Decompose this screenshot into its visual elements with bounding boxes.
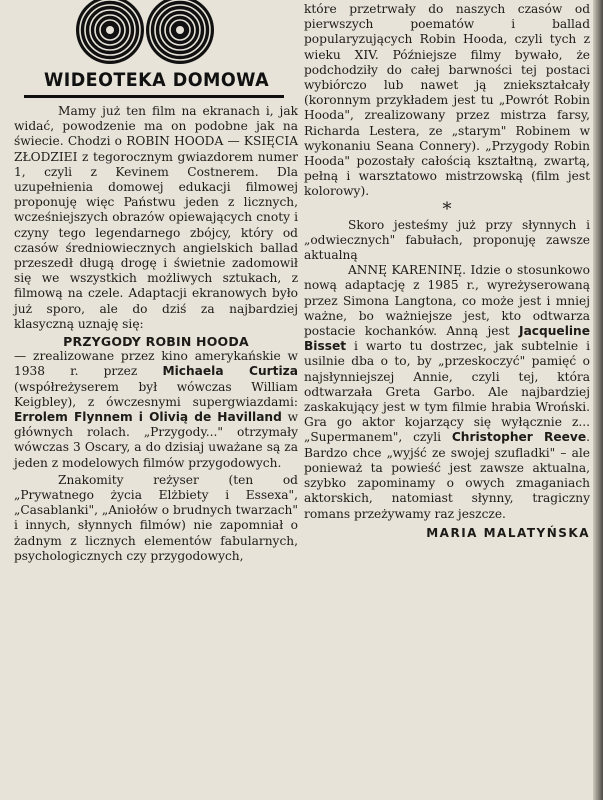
film-reel-icon <box>14 0 214 72</box>
right-p3-text-c: . Bardzo chce „wyjść ze swojej szufladki" – ale ponieważ ta powieść jest zawsze aktualna, szybko zapominamy o owych zmaganiach aktorskich, natomiast słynny, tragiczny romans przeżywamy raz jeszcze. <box>304 430 590 521</box>
section-logo <box>14 0 298 100</box>
director-name: Michaela Curtiza <box>162 364 299 379</box>
right-paragraph-1: które przetrwały do naszych czasów od pierwszych poematów i ballad popularyzujących Robin Hooda, czyli tych z wieku XIV. Późniejsze filmy bywało, że podchodziły do całej barwności tej postaci wybiórczo lub nawet ją zniekształcały (koronnym przykładem jest tu „Powrót Robin Hooda", zrealizowany przez mistrza farsy, Richarda Lestera, ze „starym" Robinem w wykonaniu Seana Connery). „Przygody Robin Hooda" pozostały całością kształtną, zwartą, pełną i warsztatowo mistrzowską (film jest kolorowy). <box>304 2 590 199</box>
right-p3-text-b: i warto tu dostrzec, jak subtelnie i usilnie dba o to, by „przeskoczyć" pamięć o najsłynniejszej Annie, czyli tej, która odtwarzała Greta Garbo. Ale najbardziej zaskakujący jest w tym filmie hrabia Wroński. Gra go aktor kojarzący się wyłącznie z... „Supermanem", czyli <box>304 339 590 445</box>
film-title-anna-karenina: ANNĘ KARENINĘ <box>348 263 463 278</box>
left-paragraph-2 <box>14 334 298 471</box>
actress-name: Jacqueline Bisset <box>304 324 590 354</box>
page-edge-shadow <box>593 0 603 800</box>
left-p2-text-b: (współreżyserem był wówczas William Keigbley), z ówczesnymi supergwiazdami: <box>14 379 298 409</box>
actor-name: Christopher Reeve <box>451 430 587 445</box>
film-title-robin-hood: PRZYGODY ROBIN HOODA <box>63 334 249 350</box>
right-paragraph-3 <box>304 263 590 521</box>
right-paragraph-2: Skoro jesteśmy już przy słynnych i „odwiecznych" fabułach, proponuję zawsze aktualną <box>304 217 590 263</box>
right-p3-text-a: . Idzie o stosunkowo nową adaptację z 1985 r., wyreżyserowaną przez Simona Langtona, co może jest i mniej ważne, bo ważniejsze jest, kto odtwarza postacie kochanków. Anną jest <box>304 263 590 339</box>
title-rule <box>24 95 284 98</box>
stars-names: Errolem Flynnem i Olivią de Havilland <box>14 410 282 425</box>
left-p2-text-c: w głównych rolach. „Przygody..." otrzymały wówczas 3 Oscary, a do dzisiaj uważane są za jeden z modelowych filmów przygodowych. <box>14 410 298 470</box>
left-column <box>14 0 298 800</box>
left-paragraph-3: Znakomity reżyser (ten od „Prywatnego życia Elżbiety i Essexa", „Casablanki", „Aniołów o brudnych twarzach" i innych, słynnych filmów) nie zapomniał o żadnym z licznych elementów fabularnych, psychologicznych czy przygodowych, <box>14 472 298 563</box>
section-title: WIDEOTEKA DOMOWA <box>44 69 270 91</box>
section-separator: * <box>442 198 452 220</box>
right-column <box>304 0 590 800</box>
left-paragraph-1: Mamy już ten film na ekranach i, jak widać, powodzenie ma on podobne jak na świecie. Chodzi o ROBIN HOODA — KSIĘCIA ZŁODZIEI z tegorocznym gwiazdorem numer 1, czyli z Kevinem Costnerem. Dla uzupełnienia domowej edukacji filmowej proponuję więc Państwu jeden z licznych, wcześniejszych obrazów opiewających cnoty i czyny tego legendarnego zbójcy, który od czasów średniowiecznych angielskich ballad przeszedł długą drogę i świetnie zadomowił się we wszystkich możliwych sztukach, z filmową na czele. Adaptacji ekranowych było już sporo, ale do dziś za najbardziej klasyczną uznaję się: <box>14 104 298 331</box>
left-p2-text-a: — zrealizowane przez kino amerykańskie w 1938 r. przez <box>14 349 298 379</box>
author-byline: MARIA MALATYŃSKA <box>426 525 590 540</box>
